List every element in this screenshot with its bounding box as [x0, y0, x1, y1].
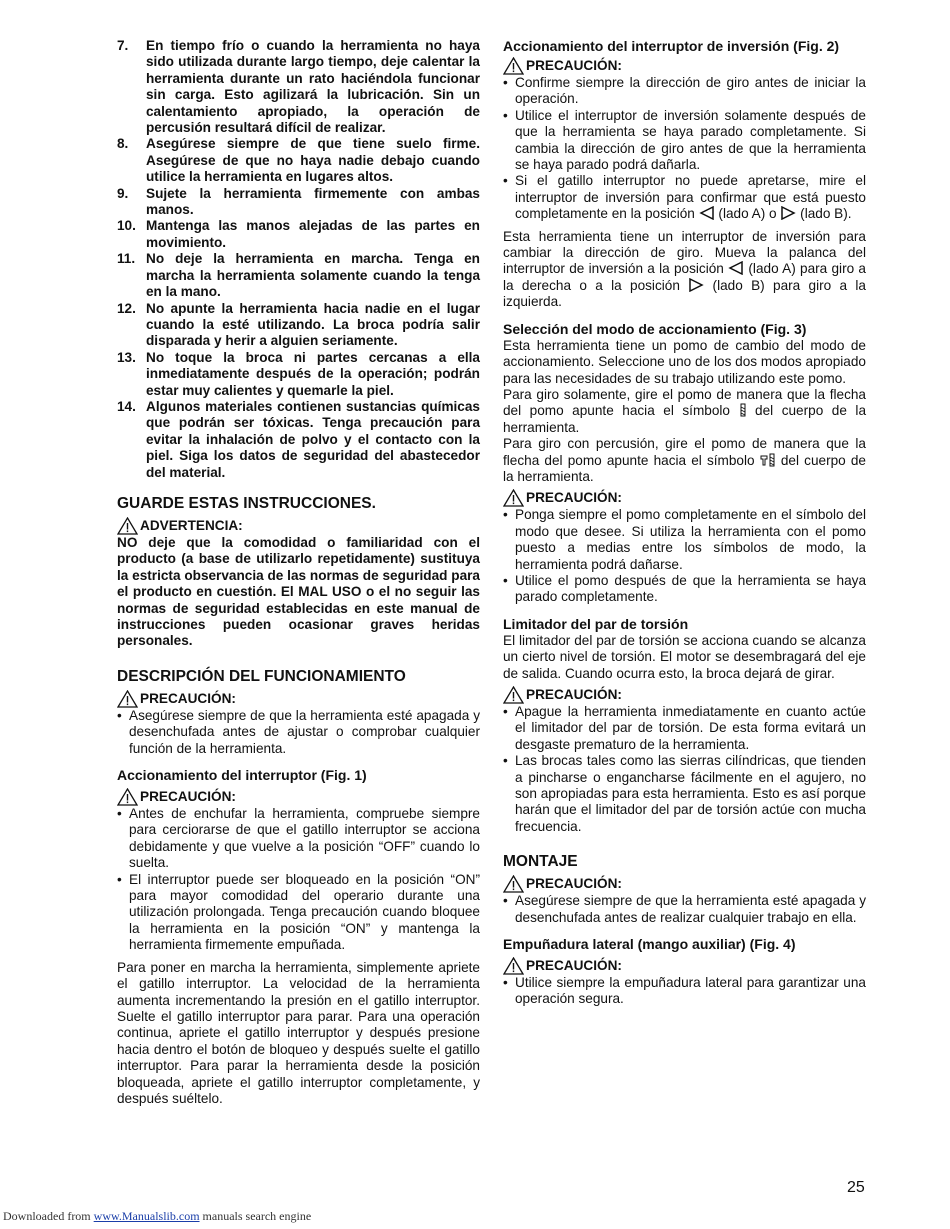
caution-label-text: PRECAUCIÓN: [526, 490, 622, 506]
list-item: • Confirme siempre la dirección de giro antes de iniciar la operación. [503, 75, 866, 108]
side-grip-heading: Empuñadura lateral (mango auxiliar) (Fig. 4) [503, 936, 796, 953]
warning-label [117, 517, 480, 535]
caution-label [503, 957, 866, 975]
arrow-right-triangle-icon [688, 278, 704, 292]
caution-label-text: PRECAUCIÓN: [140, 690, 236, 706]
list-item [117, 350, 480, 399]
mode-paragraph: Esta herramienta tiene un pomo de cambio del modo de accionamiento. Seleccione uno de los dos modos apropiado para las necesidades de su trabajo utilizando este pomo. [503, 337, 866, 386]
list-item [503, 173, 866, 222]
reverse-paragraph [503, 229, 866, 311]
paragraph-text: (lado A) para giro a la derecha o a la posición [503, 261, 866, 293]
list-item [117, 136, 480, 185]
item-number: 12. [117, 300, 136, 316]
warning-triangle-icon [117, 517, 138, 535]
item-text: En tiempo frío o cuando la herramienta no haya sido utilizada durante largo tiempo, deje calentar la herramienta durante un rato haciéndola funcionar sin carga. Esto agilizará la lubricación. Sin un calentamiento apropiado, la operación de percusión resultará difícil de realizar. [146, 38, 480, 136]
description-bullets [117, 708, 480, 757]
warning-label-text: ADVERTENCIA: [140, 517, 243, 533]
item-number: 13. [117, 349, 136, 365]
caution-label-text: PRECAUCIÓN: [526, 687, 622, 702]
reverse-bullets [503, 75, 866, 223]
warning-text: NO deje que la comodidad o familiaridad con el producto (a base de utilizarlo repetidamente) sustituya la estricta observancia de las normas de seguridad para el producto en cuestión. El MAL USO o el no seguir las normas de seguridad establecidas en este manual de instrucciones pueden ocasionar graves heridas personales. [117, 534, 480, 649]
item-number: 14. [117, 398, 136, 414]
warning-triangle-icon [503, 686, 524, 704]
item-text: Sujete la herramienta firmemente con ambas manos. [146, 185, 480, 218]
list-item: • Asegúrese siempre de que la herramienta esté apagada y desenchufada antes de ajustar o comprobar cualquier función de la herramienta. [117, 708, 480, 757]
list-item [117, 218, 480, 251]
switch-paragraph: Para poner en marcha la herramienta, simplemente apriete el gatillo interruptor. La velocidad de la herramienta aumenta incrementando la presión en el gatillo interruptor. Suelte el gatillo interruptor para parar. Para una operación continua, apriete el gatillo interruptor y después presione hacia dentro el botón de bloqueo y después suelte el gatillo interruptor. Para parar la herramienta desde la posición bloqueada, apriete el gatillo interruptor completamente, y después suéltelo. [117, 959, 480, 1106]
caution-label-text: PRECAUCIÓN: [526, 58, 622, 73]
caution-label [503, 57, 866, 75]
list-item [117, 186, 480, 219]
left-column [117, 38, 480, 1107]
download-footer [3, 1209, 311, 1224]
save-instructions-heading: GUARDE ESTAS INSTRUCCIONES. [117, 494, 376, 512]
list-item [117, 301, 480, 350]
list-item: • Utilice el pomo después de que la herramienta se haya parado completamente. [503, 573, 866, 606]
safety-list [117, 38, 480, 481]
mode-bullets [503, 507, 866, 605]
side-grip-bullets [503, 975, 866, 1008]
caution-label [503, 686, 866, 704]
footer-suffix: manuals search engine [202, 1209, 312, 1223]
paragraph-text: (lado B) para giro a la izquierda. [503, 277, 866, 310]
warning-triangle-icon [117, 788, 138, 806]
warning-triangle-icon [503, 875, 524, 893]
warning-triangle-icon [503, 957, 524, 975]
arrow-left-triangle-icon [699, 206, 715, 220]
reverse-switch-heading: Accionamiento del interruptor de inversión (Fig. 2) [503, 38, 840, 54]
warning-triangle-icon [117, 690, 138, 708]
arrow-left-triangle-icon [728, 261, 744, 275]
mode-paragraph [503, 387, 866, 436]
list-item: • Las brocas tales como las sierras cilíndricas, que tienden a pincharse o engancharse fácilmente en el agujero, no son apropiadas para esta herramienta. Esto es así porque harán que el limitador del par de torsión actúe con mucha frecuencia. [503, 753, 866, 835]
paragraph-text: del cuerpo de la herramienta. [503, 403, 867, 435]
caution-label-text: PRECAUCIÓN: [140, 789, 236, 805]
drill-bit-icon [739, 403, 747, 417]
mode-heading: Selección del modo de accionamiento (Fig. 3) [503, 320, 807, 337]
switch-bullets [117, 806, 480, 954]
item-number: 9. [117, 185, 129, 201]
item-text: No deje la herramienta en marcha. Tenga en marcha la herramienta solamente cuando la tenga en la mano. [146, 251, 480, 300]
paragraph-text: Para giro solamente, gire el pomo de manera que la flecha del pomo apunte hacia el símbolo [503, 386, 866, 419]
bullet-text: Si el gatillo interruptor no puede apretarse, mire el interruptor de inversión para confirmar que está puesto completamente en la posición [515, 173, 866, 222]
paragraph-text: del cuerpo de la herramienta. [503, 452, 866, 484]
caution-label [117, 690, 480, 708]
caution-label-text: PRECAUCIÓN: [526, 958, 622, 974]
warning-triangle-icon [503, 489, 524, 507]
item-number: 8. [117, 136, 129, 152]
list-item: • Apague la herramienta inmediatamente en cuanto actúe el limitador del par de torsión. De esta forma evitará un desgaste prematuro de la herramienta. [503, 704, 866, 753]
arrow-right-triangle-icon [780, 206, 796, 220]
item-text: No toque la broca ni partes cercanas a ella inmediatamente después de la operación; podrán estar muy calientes y quemarle la piel. [146, 349, 480, 398]
warning-triangle-icon [503, 57, 524, 75]
manualslib-link[interactable]: www.Manualslib.com [93, 1209, 200, 1223]
list-item [117, 251, 480, 300]
item-text: Asegúrese siempre de que tiene suelo firme. Asegúrese de que no haya nadie debajo cuando utilice la herramienta en lugares altos. [146, 136, 480, 185]
assembly-bullets [503, 893, 866, 926]
assembly-heading: MONTAJE [503, 853, 578, 871]
list-item: • Asegúrese siempre de que la herramienta esté apagada y desenchufada antes de realizar cualquier trabajo en ella. [503, 893, 866, 926]
list-item [117, 38, 480, 136]
hammer-drill-icon [760, 453, 776, 467]
right-column [503, 38, 866, 1008]
caution-label [117, 788, 480, 806]
torque-bullets [503, 704, 866, 835]
switch-heading: Accionamiento del interruptor (Fig. 1) [117, 767, 367, 784]
item-number: 10. [117, 218, 136, 234]
paragraph-text: Para giro con percusión, gire el pomo de manera que la flecha del pomo apunte hacia el símbolo [503, 436, 866, 468]
caution-label [503, 875, 866, 893]
caution-label-text: PRECAUCIÓN: [526, 876, 622, 892]
list-item: • Utilice el interruptor de inversión solamente después de que la herramienta se haya parado completamente. Si cambia la dirección de giro antes de que la herramienta se haya parado podrá dañarla. [503, 108, 866, 174]
paragraph-text: Esta herramienta tiene un interruptor de inversión para cambiar la dirección de giro. Mueva la palanca del interruptor de inversión a la posición [503, 228, 866, 277]
bullet-text: (lado A) o [718, 206, 777, 222]
mode-paragraph [503, 436, 866, 485]
item-text: No apunte la herramienta hacia nadie en el lugar cuando la esté utilizando. La broca podría salir disparada y herir a alguien seriamente. [146, 300, 480, 349]
list-item: • Utilice siempre la empuñadura lateral para garantizar una operación segura. [503, 975, 866, 1008]
description-heading: DESCRIPCIÓN DEL FUNCIONAMIENTO [117, 667, 406, 685]
list-item: • El interruptor puede ser bloqueado en la posición “ON” para mayor comodidad del operario durante una utilización prolongada. Tenga precaución cuando bloquee la herramienta en la posición “ON” y mantenga la herramienta firmemente empuñada. [117, 872, 480, 954]
list-item: • Antes de enchufar la herramienta, compruebe siempre para cerciorarse de que el gatillo interruptor se acciona debidamente y que vuelve a la posición “OFF” cuando lo suelta. [117, 806, 480, 872]
item-number: 7. [117, 38, 129, 53]
item-text: Mantenga las manos alejadas de las partes en movimiento. [146, 218, 480, 250]
caution-label [503, 489, 866, 507]
list-item: • Ponga siempre el pomo completamente en el símbolo del modo que desee. Si utiliza la herramienta con el pomo puesto a medias entre los símbolos de modo, la herramienta podrá dañarse. [503, 507, 866, 573]
list-item [117, 399, 480, 481]
page-number: 25 [847, 1179, 865, 1196]
item-text: Algunos materiales contienen sustancias químicas que podrán ser tóxicas. Tenga precaución para evitar la inhalación de polvo y el contacto con la piel. Siga los datos de seguridad del abastecedor del material. [146, 398, 480, 480]
item-number: 11. [117, 251, 136, 267]
torque-paragraph: El limitador del par de torsión se acciona cuando se alcanza un cierto nivel de torsión. El motor se desembragará del eje de salida. Cuando ocurra esto, la broca dejará de girar. [503, 632, 866, 681]
bullet-text: (lado B). [800, 206, 852, 222]
torque-heading: Limitador del par de torsión [503, 615, 689, 632]
footer-prefix: Downloaded from [3, 1209, 91, 1223]
